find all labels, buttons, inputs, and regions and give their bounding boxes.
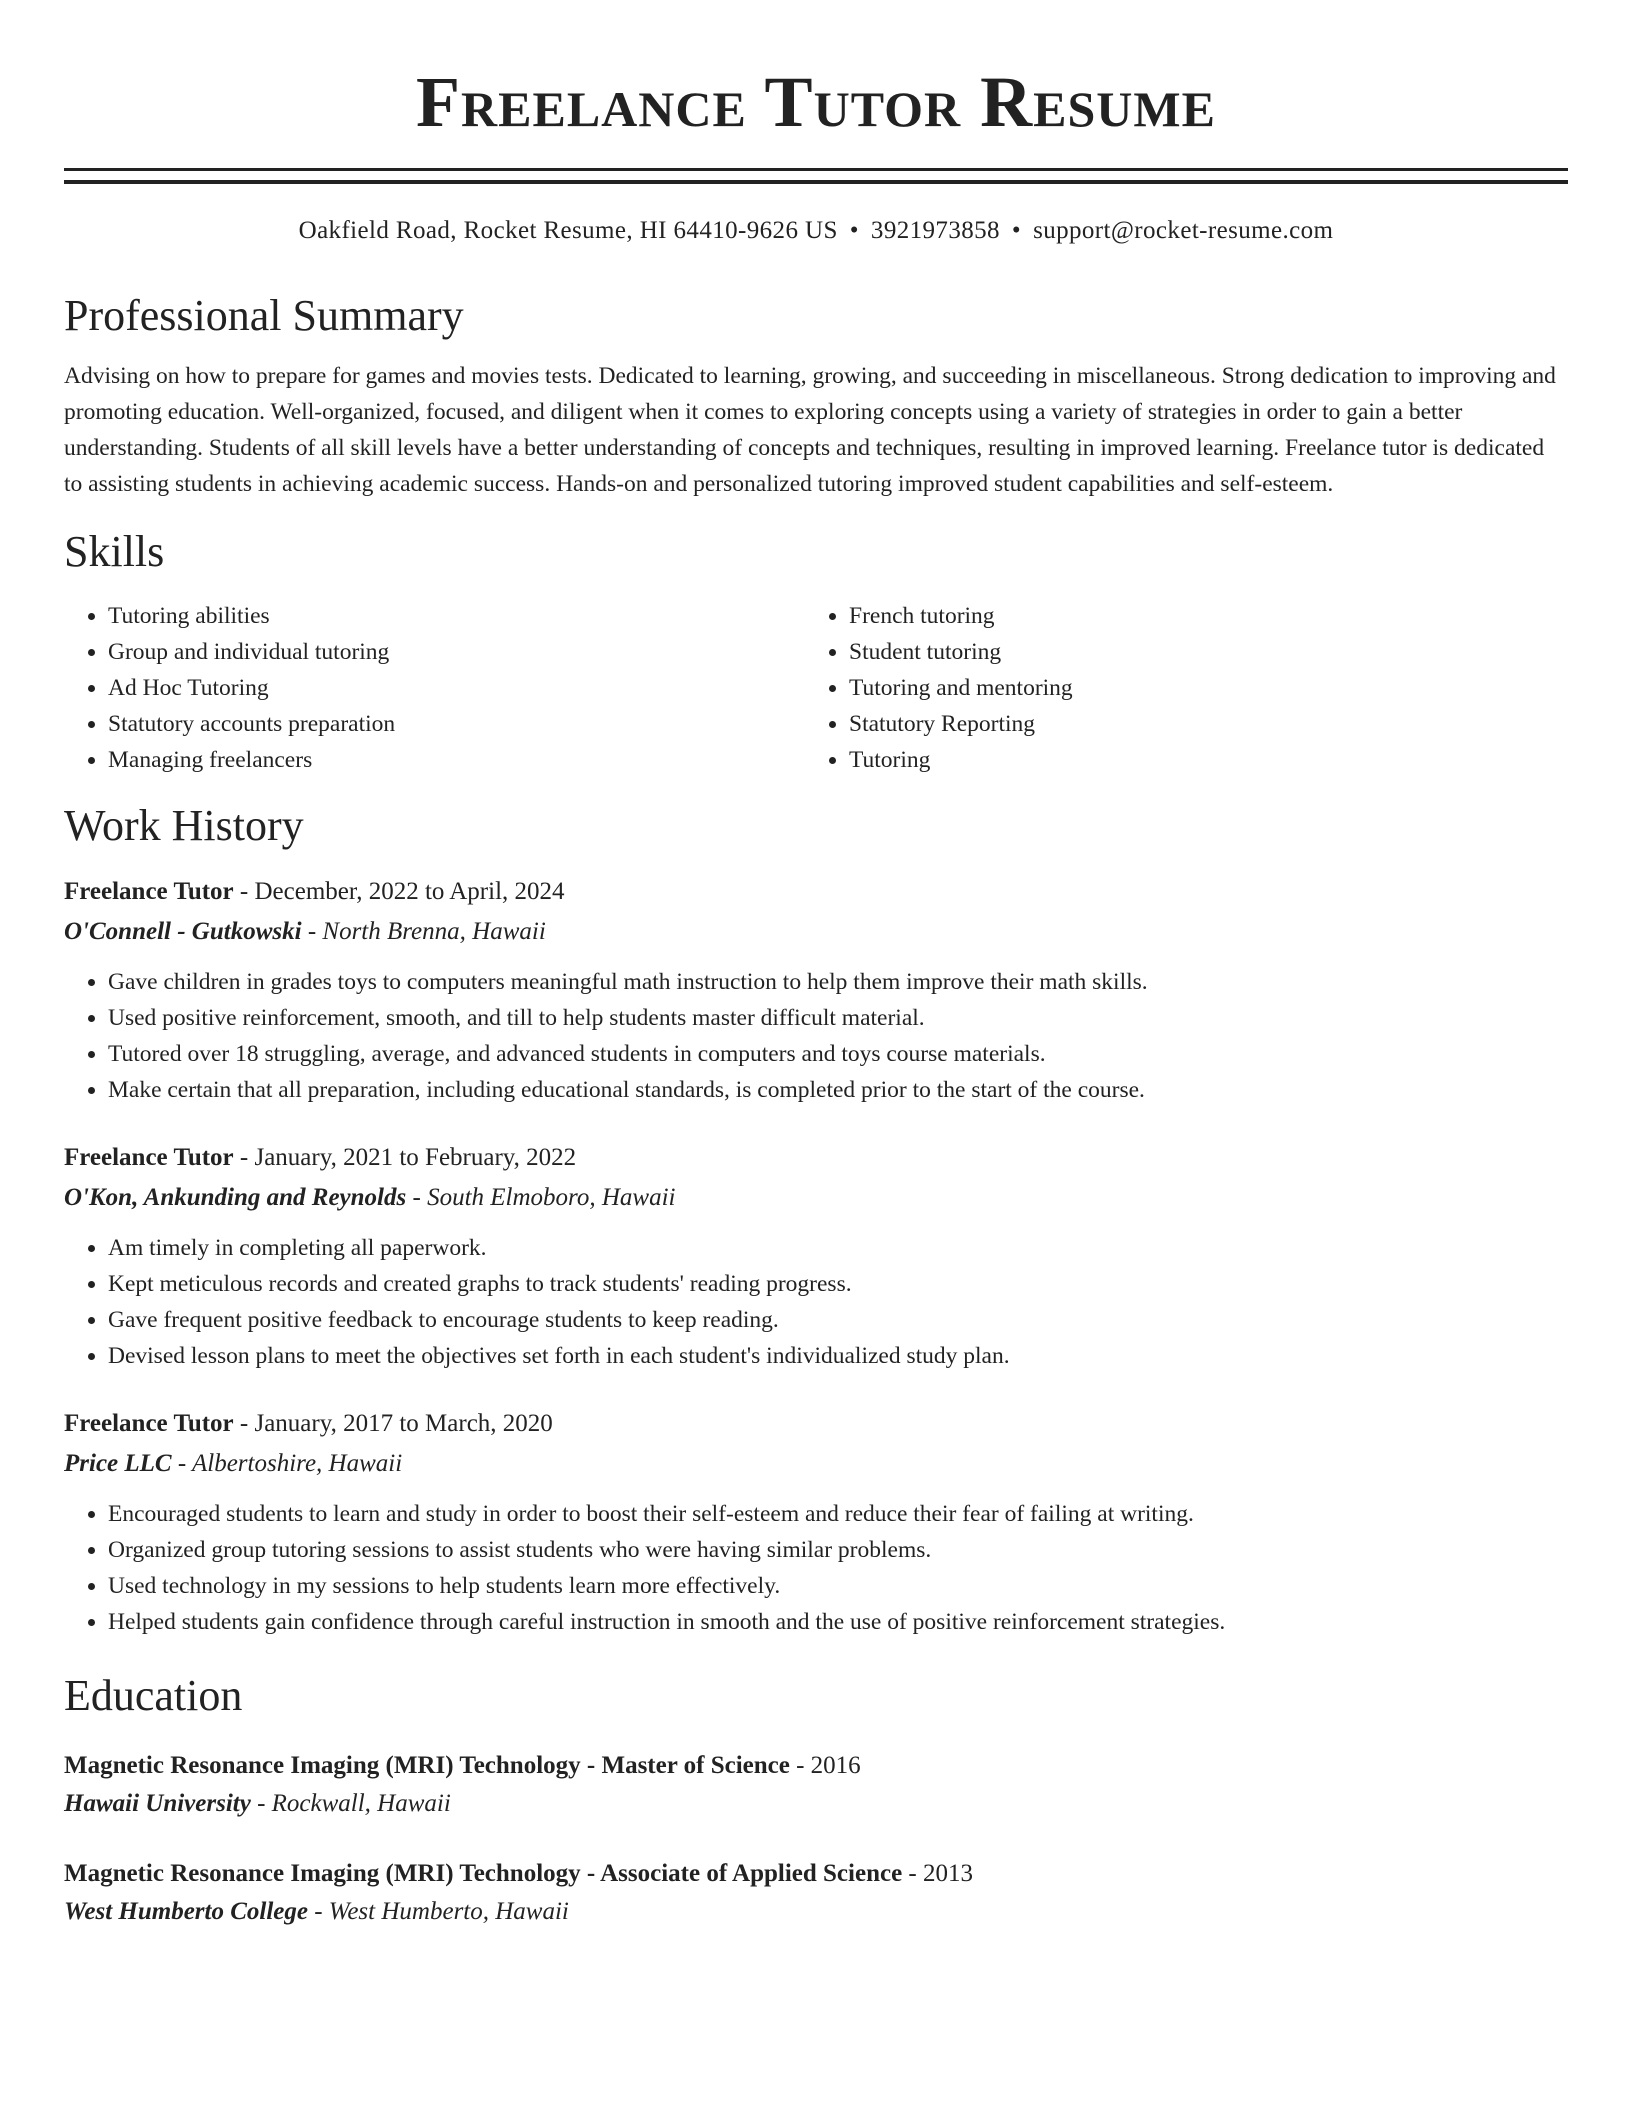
contact-address: Oakfield Road, Rocket Resume, HI 64410-9626 US xyxy=(298,217,838,244)
skill-item: • Ad Hoc Tutoring xyxy=(108,670,805,706)
contact-separator: • xyxy=(849,217,859,244)
job-title-line xyxy=(64,1406,1568,1442)
skill-item: • Tutoring abilities xyxy=(108,598,805,634)
skill-item: • Group and individual tutoring xyxy=(108,634,805,670)
job-bullet: • Used positive reinforcement, smooth, and till to help students master difficult material. xyxy=(108,1000,1568,1036)
job-dates: - January, 2021 to February, 2022 xyxy=(233,1144,577,1171)
education-school: Hawaii University xyxy=(64,1790,251,1817)
contact-phone: 3921973858 xyxy=(870,217,1000,244)
job-title: Freelance Tutor xyxy=(64,1410,234,1437)
skills-list-right xyxy=(805,598,1546,778)
job-company: O'Kon, Ankunding and Reynolds xyxy=(64,1184,407,1211)
section-heading-work-history: Work History xyxy=(64,801,304,850)
skill-item: • Tutoring xyxy=(849,742,1546,778)
skill-item: • Tutoring and mentoring xyxy=(849,670,1546,706)
section-heading-summary: Professional Summary xyxy=(64,291,464,340)
education-location: - Rockwall, Hawaii xyxy=(250,1790,451,1817)
skill-item: • Statutory Reporting xyxy=(849,706,1546,742)
education-year: - 2013 xyxy=(902,1860,973,1887)
contact-email: support@rocket-resume.com xyxy=(1033,217,1334,244)
job-location: - North Brenna, Hawaii xyxy=(301,918,546,945)
job-bullet: • Used technology in my sessions to help students learn more effectively. xyxy=(108,1568,1568,1604)
job-dates: - December, 2022 to April, 2024 xyxy=(233,878,565,905)
education-year: - 2016 xyxy=(789,1752,861,1779)
contact-line xyxy=(64,214,1568,248)
job-bullets xyxy=(64,1230,1568,1374)
job-bullet: • Tutored over 18 struggling, average, and advanced students in computers and toys course materials. xyxy=(108,1036,1568,1072)
skill-item: • French tutoring xyxy=(849,598,1546,634)
job-bullet: • Organized group tutoring sessions to assist students who were having similar problems. xyxy=(108,1532,1568,1568)
job-bullets xyxy=(64,1496,1568,1640)
education-degree: Magnetic Resonance Imaging (MRI) Technology - Associate of Applied Science xyxy=(64,1860,903,1887)
job-bullet: • Encouraged students to learn and study in order to boost their self-esteem and reduce their fear of failing at writing. xyxy=(108,1496,1568,1532)
job-bullet: • Make certain that all preparation, including educational standards, is completed prior to the start of the course. xyxy=(108,1072,1568,1108)
contact-separator: • xyxy=(1011,217,1022,244)
education-school-line xyxy=(64,1786,1568,1822)
job-company: Price LLC xyxy=(64,1450,172,1477)
job-title: Freelance Tutor xyxy=(64,1144,234,1171)
job-company-line xyxy=(64,1446,1568,1482)
job-title-line xyxy=(64,1140,1568,1176)
job-company: O'Connell - Gutkowski xyxy=(64,918,302,945)
job-entry xyxy=(64,1406,1568,1640)
job-bullet: • Gave frequent positive feedback to encourage students to keep reading. xyxy=(108,1302,1568,1338)
job-company-line xyxy=(64,1180,1568,1216)
job-entry xyxy=(64,874,1568,1108)
job-bullet: • Helped students gain confidence through careful instruction in smooth and the use of positive reinforcement strategies. xyxy=(108,1604,1568,1640)
job-title: Freelance Tutor xyxy=(64,878,234,905)
job-location: - South Elmoboro, Hawaii xyxy=(406,1184,676,1211)
job-company-line xyxy=(64,914,1568,950)
job-bullet: • Gave children in grades toys to computers meaningful math instruction to help them improve their math skills. xyxy=(108,964,1568,1000)
education-entry xyxy=(64,1748,1568,1822)
skill-item: • Managing freelancers xyxy=(108,742,805,778)
section-heading-education: Education xyxy=(64,1671,243,1720)
skills-columns xyxy=(64,598,1568,778)
job-bullets xyxy=(64,964,1568,1108)
resume-title: Freelance Tutor Resume xyxy=(416,62,1216,142)
education-degree: Magnetic Resonance Imaging (MRI) Technology - Master of Science xyxy=(64,1752,790,1779)
education-entry xyxy=(64,1856,1568,1930)
job-bullet: • Devised lesson plans to meet the objectives set forth in each student's individualized study plan. xyxy=(108,1338,1568,1374)
job-dates: - January, 2017 to March, 2020 xyxy=(233,1410,553,1437)
job-title-line xyxy=(64,874,1568,910)
skill-item: • Student tutoring xyxy=(849,634,1546,670)
job-entry xyxy=(64,1140,1568,1374)
skill-item: • Statutory accounts preparation xyxy=(108,706,805,742)
job-location: - Albertoshire, Hawaii xyxy=(171,1450,403,1477)
education-degree-line xyxy=(64,1748,1568,1784)
job-bullet: • Kept meticulous records and created graphs to track students' reading progress. xyxy=(108,1266,1568,1302)
education-school-line xyxy=(64,1894,1568,1930)
skills-list-left xyxy=(64,598,805,778)
section-heading-skills: Skills xyxy=(64,527,165,576)
summary-text: Advising on how to prepare for games and movies tests. Dedicated to learning, growing, and succeeding in miscellaneous. Strong dedication to improving and promoting education. Well-organized, focused, and diligent when it comes to exploring concepts using a variety of strategies in order to gain a better understanding. Students of all skill levels have a better understanding of concepts and techniques, resulting in improved learning. Freelance tutor is dedicated to assisting students in achieving academic success. Hands-on and personalized tutoring improved student capabilities and self-esteem. xyxy=(64,363,1556,497)
job-bullet: • Am timely in completing all paperwork. xyxy=(108,1230,1568,1266)
education-location: - West Humberto, Hawaii xyxy=(307,1898,569,1925)
title-double-rule xyxy=(64,168,1568,184)
education-school: West Humberto College xyxy=(64,1898,308,1925)
education-degree-line xyxy=(64,1856,1568,1892)
